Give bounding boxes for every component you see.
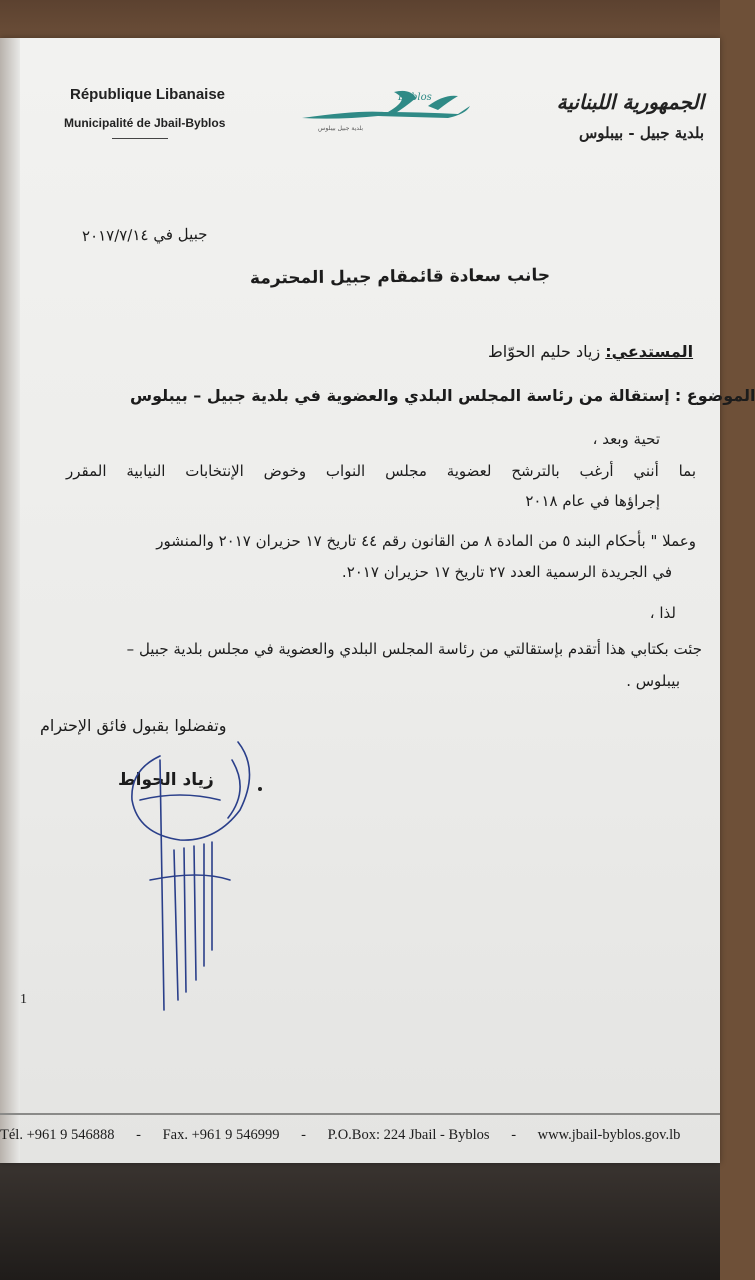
footer-tel: Tél. +961 9 546888 xyxy=(0,1127,115,1143)
background-bottom xyxy=(0,1160,720,1280)
footer-fax: Fax. +961 9 546999 xyxy=(162,1127,280,1143)
header-fr-title: République Libanaise xyxy=(70,86,226,103)
header-fr-subtitle: Municipalité de Jbail-Byblos xyxy=(64,116,226,130)
footer-pobox: P.O.Box: 224 Jbail - Byblos xyxy=(327,1127,490,1143)
applicant-line xyxy=(488,342,693,361)
letter-date: جبيل في ٢٠١٧/٧/١٤ xyxy=(81,224,208,246)
byblos-logo xyxy=(298,84,478,134)
paragraph-3-line-1: جئت بكتابي هذا أتقدم بإستقالتي من رئاسة المجلس البلدي والعضوية في مجلس بلدية جبيل – xyxy=(126,640,702,658)
paper-edge xyxy=(0,38,20,1163)
footer-divider xyxy=(0,1113,720,1115)
greeting: تحية وبعد ، xyxy=(592,430,660,448)
footer-separator: - xyxy=(301,1127,306,1143)
page-number: 1 xyxy=(20,992,27,1007)
paragraph-3-line-2: بيبلوس . xyxy=(626,672,680,690)
signature-dot xyxy=(258,787,262,791)
paragraph-1-line-2: إجراؤها في عام ٢٠١٨ xyxy=(525,492,660,510)
paragraph-2-line-1: وعملا " بأحكام البند ٥ من المادة ٨ من القانون رقم ٤٤ تاريخ ١٧ حزيران ٢٠١٧ والمنشور xyxy=(156,532,696,550)
signer-name: زياد الحواط xyxy=(118,770,214,790)
header-ar-title: الجمهورية اللبنانية xyxy=(556,90,704,114)
paragraph-1-line-1: بما أنني أرغب بالترشح لعضوية مجلس النواب وخوض الإنتخابات النيابية المقرر xyxy=(66,462,696,480)
header-divider xyxy=(112,138,168,139)
subject-label: الموضوع : xyxy=(674,386,755,405)
footer-contact xyxy=(0,1127,698,1144)
footer-separator: - xyxy=(136,1127,141,1143)
header-ar-subtitle: بلدية جبيل - بيبلوس xyxy=(578,124,704,142)
closing-line: وتفضلوا بقبول فائق الإحترام xyxy=(40,716,227,735)
applicant-name: زياد حليم الحوّاط xyxy=(488,342,601,361)
handwritten-signature xyxy=(120,730,260,1020)
subject-text: إستقالة من رئاسة المجلس البلدي والعضوية في بلدية جبيل – بيبلوس xyxy=(130,386,670,405)
subject-line xyxy=(130,386,755,405)
footer-website[interactable]: www.jbail-byblos.gov.lb xyxy=(537,1127,681,1143)
letter-paper xyxy=(0,38,720,1163)
logo-text: Byblos xyxy=(398,92,432,103)
paragraph-2-line-2: في الجريدة الرسمية العدد ٢٧ تاريخ ١٧ حزيران ٢٠١٧. xyxy=(341,563,672,581)
footer-separator: - xyxy=(511,1127,517,1143)
applicant-label: المستدعي: xyxy=(605,342,694,361)
logo-caption: بلدية جبيل بيبلوس xyxy=(318,125,364,132)
therefore-line: لذا ، xyxy=(649,604,676,622)
letter-addressee: جانب سعادة قائمقام جبيل المحترمة xyxy=(249,265,551,289)
